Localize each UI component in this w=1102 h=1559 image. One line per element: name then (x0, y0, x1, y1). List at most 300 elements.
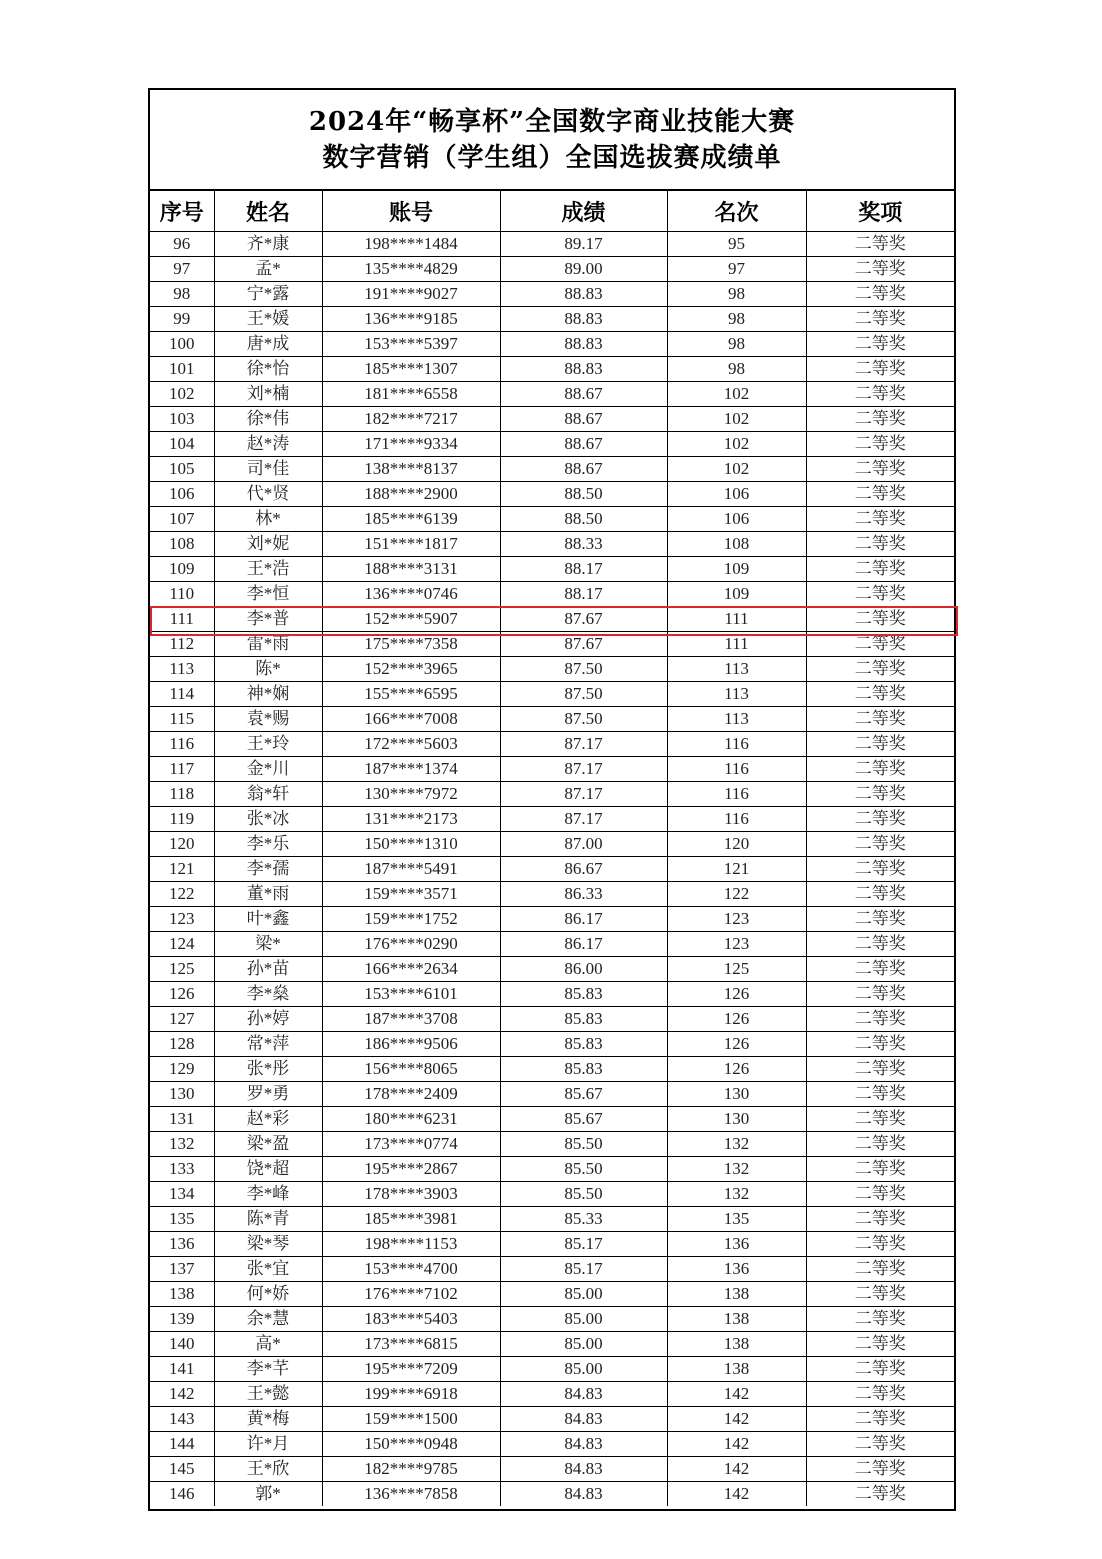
cell-name: 雷*雨 (214, 632, 322, 657)
table-row (150, 1282, 954, 1307)
cell-account: 195****7209 (322, 1357, 500, 1382)
cell-serial-number: 115 (150, 707, 214, 732)
results-table (150, 191, 954, 1506)
cell-name: 赵*彩 (214, 1107, 322, 1132)
cell-rank: 106 (667, 482, 806, 507)
cell-award: 二等奖 (806, 382, 954, 407)
cell-award: 二等奖 (806, 407, 954, 432)
cell-rank: 136 (667, 1232, 806, 1257)
cell-name: 宁*露 (214, 282, 322, 307)
cell-score: 88.17 (500, 557, 667, 582)
cell-serial-number: 135 (150, 1207, 214, 1232)
cell-score: 85.33 (500, 1207, 667, 1232)
table-row (150, 1232, 954, 1257)
table-row (150, 382, 954, 407)
cell-score: 85.83 (500, 1057, 667, 1082)
table-row (150, 807, 954, 832)
cell-score: 84.83 (500, 1482, 667, 1507)
cell-name: 王*浩 (214, 557, 322, 582)
table-row (150, 857, 954, 882)
cell-score: 85.50 (500, 1157, 667, 1182)
cell-rank: 98 (667, 357, 806, 382)
cell-award: 二等奖 (806, 1132, 954, 1157)
header-rank: 名次 (667, 191, 806, 232)
cell-name: 梁* (214, 932, 322, 957)
cell-award: 二等奖 (806, 557, 954, 582)
cell-serial-number: 100 (150, 332, 214, 357)
cell-account: 185****6139 (322, 507, 500, 532)
cell-account: 191****9027 (322, 282, 500, 307)
cell-account: 182****7217 (322, 407, 500, 432)
cell-award: 二等奖 (806, 1157, 954, 1182)
cell-account: 176****0290 (322, 932, 500, 957)
cell-award: 二等奖 (806, 1282, 954, 1307)
cell-account: 186****9506 (322, 1032, 500, 1057)
cell-rank: 122 (667, 882, 806, 907)
cell-rank: 102 (667, 382, 806, 407)
cell-rank: 126 (667, 1007, 806, 1032)
cell-account: 188****3131 (322, 557, 500, 582)
cell-rank: 132 (667, 1132, 806, 1157)
cell-award: 二等奖 (806, 1082, 954, 1107)
cell-name: 徐*怡 (214, 357, 322, 382)
cell-serial-number: 96 (150, 232, 214, 257)
cell-award: 二等奖 (806, 657, 954, 682)
table-row (150, 982, 954, 1007)
cell-serial-number: 125 (150, 957, 214, 982)
cell-award: 二等奖 (806, 1207, 954, 1232)
cell-serial-number: 145 (150, 1457, 214, 1482)
cell-award: 二等奖 (806, 1432, 954, 1457)
cell-account: 159****3571 (322, 882, 500, 907)
cell-award: 二等奖 (806, 932, 954, 957)
cell-score: 85.67 (500, 1082, 667, 1107)
table-row (150, 257, 954, 282)
cell-name: 王*欣 (214, 1457, 322, 1482)
cell-score: 87.17 (500, 807, 667, 832)
table-row (150, 1357, 954, 1382)
table-row (150, 757, 954, 782)
cell-name: 李*孺 (214, 857, 322, 882)
cell-account: 138****8137 (322, 457, 500, 482)
table-row (150, 1432, 954, 1457)
cell-score: 88.83 (500, 332, 667, 357)
cell-serial-number: 124 (150, 932, 214, 957)
table-row (150, 957, 954, 982)
cell-serial-number: 105 (150, 457, 214, 482)
cell-account: 180****6231 (322, 1107, 500, 1132)
cell-score: 84.83 (500, 1432, 667, 1457)
cell-name: 刘*楠 (214, 382, 322, 407)
cell-name: 唐*成 (214, 332, 322, 357)
results-sheet (148, 88, 956, 1511)
cell-award: 二等奖 (806, 1307, 954, 1332)
table-row (150, 232, 954, 257)
table-row (150, 657, 954, 682)
cell-account: 159****1500 (322, 1407, 500, 1432)
cell-award: 二等奖 (806, 1182, 954, 1207)
cell-name: 高* (214, 1332, 322, 1357)
cell-rank: 142 (667, 1432, 806, 1457)
table-row (150, 932, 954, 957)
cell-score: 86.33 (500, 882, 667, 907)
cell-account: 183****5403 (322, 1307, 500, 1332)
cell-score: 85.00 (500, 1357, 667, 1382)
table-row (150, 532, 954, 557)
cell-award: 二等奖 (806, 532, 954, 557)
cell-name: 徐*伟 (214, 407, 322, 432)
cell-award: 二等奖 (806, 707, 954, 732)
cell-score: 89.17 (500, 232, 667, 257)
cell-account: 159****1752 (322, 907, 500, 932)
cell-rank: 142 (667, 1482, 806, 1507)
cell-serial-number: 108 (150, 532, 214, 557)
cell-rank: 120 (667, 832, 806, 857)
cell-rank: 98 (667, 282, 806, 307)
cell-serial-number: 133 (150, 1157, 214, 1182)
cell-award: 二等奖 (806, 1032, 954, 1057)
cell-award: 二等奖 (806, 607, 954, 632)
cell-rank: 138 (667, 1307, 806, 1332)
cell-account: 172****5603 (322, 732, 500, 757)
cell-name: 孙*苗 (214, 957, 322, 982)
cell-account: 152****5907 (322, 607, 500, 632)
cell-serial-number: 144 (150, 1432, 214, 1457)
table-row (150, 632, 954, 657)
cell-award: 二等奖 (806, 882, 954, 907)
cell-rank: 138 (667, 1332, 806, 1357)
cell-serial-number: 141 (150, 1357, 214, 1382)
cell-name: 金*川 (214, 757, 322, 782)
cell-serial-number: 136 (150, 1232, 214, 1257)
cell-account: 136****9185 (322, 307, 500, 332)
cell-rank: 102 (667, 457, 806, 482)
table-row (150, 732, 954, 757)
cell-serial-number: 134 (150, 1182, 214, 1207)
cell-score: 86.67 (500, 857, 667, 882)
cell-account: 178****2409 (322, 1082, 500, 1107)
cell-rank: 116 (667, 807, 806, 832)
cell-award: 二等奖 (806, 1007, 954, 1032)
cell-award: 二等奖 (806, 732, 954, 757)
cell-account: 153****4700 (322, 1257, 500, 1282)
cell-name: 翁*轩 (214, 782, 322, 807)
cell-score: 88.67 (500, 382, 667, 407)
cell-account: 156****8065 (322, 1057, 500, 1082)
cell-score: 88.67 (500, 457, 667, 482)
cell-serial-number: 119 (150, 807, 214, 832)
cell-account: 181****6558 (322, 382, 500, 407)
cell-score: 88.67 (500, 432, 667, 457)
cell-award: 二等奖 (806, 1057, 954, 1082)
cell-rank: 102 (667, 432, 806, 457)
cell-serial-number: 110 (150, 582, 214, 607)
cell-name: 袁*赐 (214, 707, 322, 732)
cell-name: 陈*青 (214, 1207, 322, 1232)
table-row (150, 457, 954, 482)
cell-name: 刘*妮 (214, 532, 322, 557)
cell-award: 二等奖 (806, 1382, 954, 1407)
cell-name: 林* (214, 507, 322, 532)
cell-award: 二等奖 (806, 832, 954, 857)
cell-score: 84.83 (500, 1382, 667, 1407)
cell-award: 二等奖 (806, 307, 954, 332)
cell-name: 许*月 (214, 1432, 322, 1457)
table-row (150, 332, 954, 357)
cell-score: 85.50 (500, 1182, 667, 1207)
cell-name: 王*媛 (214, 307, 322, 332)
cell-serial-number: 109 (150, 557, 214, 582)
table-row (150, 682, 954, 707)
cell-score: 89.00 (500, 257, 667, 282)
cell-score: 88.67 (500, 407, 667, 432)
cell-account: 131****2173 (322, 807, 500, 832)
cell-serial-number: 104 (150, 432, 214, 457)
cell-rank: 116 (667, 782, 806, 807)
cell-account: 130****7972 (322, 782, 500, 807)
table-row (150, 607, 954, 632)
cell-rank: 132 (667, 1182, 806, 1207)
cell-name: 黄*梅 (214, 1407, 322, 1432)
cell-rank: 123 (667, 907, 806, 932)
cell-rank: 109 (667, 582, 806, 607)
table-row (150, 482, 954, 507)
cell-rank: 142 (667, 1382, 806, 1407)
table-row (150, 582, 954, 607)
cell-name: 饶*超 (214, 1157, 322, 1182)
cell-account: 171****9334 (322, 432, 500, 457)
cell-account: 150****1310 (322, 832, 500, 857)
cell-account: 178****3903 (322, 1182, 500, 1207)
cell-name: 王*懿 (214, 1382, 322, 1407)
cell-score: 85.17 (500, 1257, 667, 1282)
table-row (150, 1257, 954, 1282)
cell-account: 195****2867 (322, 1157, 500, 1182)
cell-award: 二等奖 (806, 1232, 954, 1257)
cell-score: 85.00 (500, 1307, 667, 1332)
table-row (150, 307, 954, 332)
cell-award: 二等奖 (806, 432, 954, 457)
document-title: 2024年“畅享杯”全国数字商业技能大赛 (308, 106, 796, 137)
cell-rank: 98 (667, 307, 806, 332)
cell-rank: 111 (667, 632, 806, 657)
table-row (150, 507, 954, 532)
table-row (150, 1157, 954, 1182)
header-serial-number: 序号 (150, 191, 214, 232)
cell-rank: 113 (667, 657, 806, 682)
cell-score: 85.00 (500, 1282, 667, 1307)
cell-name: 齐*康 (214, 232, 322, 257)
table-row (150, 1407, 954, 1432)
cell-serial-number: 138 (150, 1282, 214, 1307)
cell-score: 88.50 (500, 482, 667, 507)
cell-rank: 113 (667, 707, 806, 732)
cell-rank: 142 (667, 1407, 806, 1432)
cell-serial-number: 122 (150, 882, 214, 907)
cell-serial-number: 131 (150, 1107, 214, 1132)
cell-account: 166****2634 (322, 957, 500, 982)
table-row (150, 1057, 954, 1082)
table-row (150, 407, 954, 432)
cell-award: 二等奖 (806, 282, 954, 307)
cell-award: 二等奖 (806, 482, 954, 507)
cell-name: 张*冰 (214, 807, 322, 832)
cell-serial-number: 143 (150, 1407, 214, 1432)
header-score: 成绩 (500, 191, 667, 232)
cell-account: 153****5397 (322, 332, 500, 357)
cell-rank: 102 (667, 407, 806, 432)
cell-name: 郭* (214, 1482, 322, 1507)
cell-account: 155****6595 (322, 682, 500, 707)
cell-award: 二等奖 (806, 1332, 954, 1357)
table-row (150, 1082, 954, 1107)
cell-serial-number: 139 (150, 1307, 214, 1332)
cell-score: 87.00 (500, 832, 667, 857)
table-row (150, 282, 954, 307)
cell-rank: 97 (667, 257, 806, 282)
cell-rank: 98 (667, 332, 806, 357)
cell-account: 185****1307 (322, 357, 500, 382)
cell-serial-number: 111 (150, 607, 214, 632)
cell-name: 何*娇 (214, 1282, 322, 1307)
table-row (150, 782, 954, 807)
cell-serial-number: 120 (150, 832, 214, 857)
table-row (150, 557, 954, 582)
cell-name: 李*燊 (214, 982, 322, 1007)
table-row (150, 432, 954, 457)
cell-name: 叶*鑫 (214, 907, 322, 932)
cell-score: 85.67 (500, 1107, 667, 1132)
cell-name: 李*恒 (214, 582, 322, 607)
cell-name: 孟* (214, 257, 322, 282)
cell-score: 84.83 (500, 1457, 667, 1482)
cell-score: 88.83 (500, 307, 667, 332)
cell-award: 二等奖 (806, 782, 954, 807)
cell-award: 二等奖 (806, 1257, 954, 1282)
table-row (150, 1307, 954, 1332)
cell-serial-number: 121 (150, 857, 214, 882)
cell-rank: 111 (667, 607, 806, 632)
cell-name: 司*佳 (214, 457, 322, 482)
cell-award: 二等奖 (806, 757, 954, 782)
cell-score: 85.17 (500, 1232, 667, 1257)
table-row (150, 707, 954, 732)
table-row (150, 1182, 954, 1207)
cell-score: 88.83 (500, 357, 667, 382)
cell-score: 87.50 (500, 707, 667, 732)
cell-account: 182****9785 (322, 1457, 500, 1482)
cell-award: 二等奖 (806, 632, 954, 657)
cell-name: 张*宜 (214, 1257, 322, 1282)
cell-rank: 113 (667, 682, 806, 707)
cell-serial-number: 99 (150, 307, 214, 332)
cell-account: 175****7358 (322, 632, 500, 657)
cell-score: 85.83 (500, 1007, 667, 1032)
cell-serial-number: 129 (150, 1057, 214, 1082)
cell-rank: 138 (667, 1282, 806, 1307)
cell-score: 85.50 (500, 1132, 667, 1157)
cell-serial-number: 123 (150, 907, 214, 932)
cell-score: 86.17 (500, 932, 667, 957)
cell-serial-number: 102 (150, 382, 214, 407)
cell-award: 二等奖 (806, 682, 954, 707)
cell-account: 187****5491 (322, 857, 500, 882)
header-award: 奖项 (806, 191, 954, 232)
cell-score: 86.17 (500, 907, 667, 932)
cell-serial-number: 103 (150, 407, 214, 432)
document-subtitle: 数字营销（学生组）全国选拔赛成绩单 (322, 142, 782, 173)
cell-name: 常*萍 (214, 1032, 322, 1057)
table-row (150, 1457, 954, 1482)
table-header-row (150, 191, 954, 232)
cell-rank: 116 (667, 757, 806, 782)
table-row (150, 907, 954, 932)
table-row (150, 1332, 954, 1357)
cell-name: 李*峰 (214, 1182, 322, 1207)
cell-name: 陈* (214, 657, 322, 682)
cell-rank: 121 (667, 857, 806, 882)
table-row (150, 1382, 954, 1407)
cell-serial-number: 98 (150, 282, 214, 307)
cell-score: 84.83 (500, 1407, 667, 1432)
cell-name: 梁*琴 (214, 1232, 322, 1257)
cell-serial-number: 112 (150, 632, 214, 657)
cell-account: 187****3708 (322, 1007, 500, 1032)
table-row (150, 832, 954, 857)
cell-rank: 132 (667, 1157, 806, 1182)
cell-account: 153****6101 (322, 982, 500, 1007)
cell-score: 87.67 (500, 607, 667, 632)
cell-award: 二等奖 (806, 907, 954, 932)
cell-award: 二等奖 (806, 257, 954, 282)
cell-rank: 126 (667, 982, 806, 1007)
cell-name: 王*玲 (214, 732, 322, 757)
cell-name: 神*娴 (214, 682, 322, 707)
cell-name: 余*慧 (214, 1307, 322, 1332)
cell-award: 二等奖 (806, 1407, 954, 1432)
cell-rank: 130 (667, 1107, 806, 1132)
cell-serial-number: 97 (150, 257, 214, 282)
cell-award: 二等奖 (806, 1357, 954, 1382)
cell-rank: 130 (667, 1082, 806, 1107)
cell-name: 董*雨 (214, 882, 322, 907)
cell-score: 85.83 (500, 982, 667, 1007)
cell-serial-number: 118 (150, 782, 214, 807)
cell-serial-number: 107 (150, 507, 214, 532)
header-account: 账号 (322, 191, 500, 232)
cell-serial-number: 101 (150, 357, 214, 382)
cell-award: 二等奖 (806, 857, 954, 882)
title-block (150, 90, 954, 191)
cell-serial-number: 117 (150, 757, 214, 782)
cell-score: 87.17 (500, 732, 667, 757)
cell-rank: 116 (667, 732, 806, 757)
table-row (150, 1482, 954, 1507)
cell-rank: 126 (667, 1057, 806, 1082)
table-row (150, 1007, 954, 1032)
cell-award: 二等奖 (806, 457, 954, 482)
cell-rank: 126 (667, 1032, 806, 1057)
cell-account: 176****7102 (322, 1282, 500, 1307)
cell-serial-number: 116 (150, 732, 214, 757)
cell-score: 85.00 (500, 1332, 667, 1357)
cell-name: 张*彤 (214, 1057, 322, 1082)
cell-serial-number: 126 (150, 982, 214, 1007)
header-name: 姓名 (214, 191, 322, 232)
cell-score: 88.33 (500, 532, 667, 557)
cell-rank: 95 (667, 232, 806, 257)
cell-rank: 125 (667, 957, 806, 982)
